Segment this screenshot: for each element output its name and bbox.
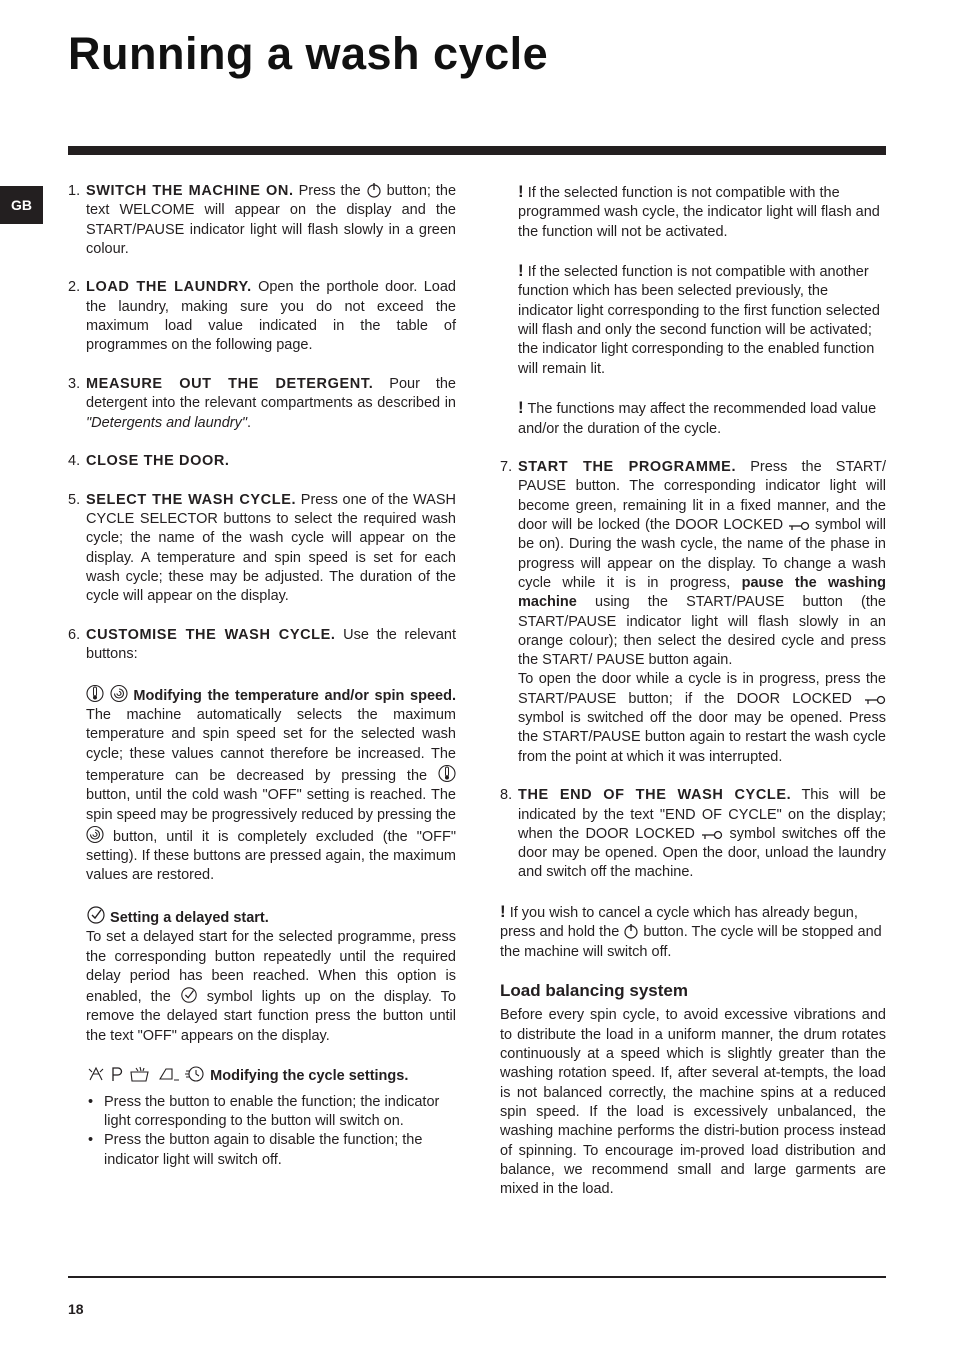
delay-timer-icon	[180, 986, 198, 1004]
page-number: 18	[68, 1301, 84, 1317]
note-text: If you wish to cancel a cycle which has already begun, press and hold the	[500, 904, 858, 941]
step-number: 3.	[68, 375, 81, 392]
cycle-settings-heading-row	[86, 1065, 456, 1086]
list-item-text: Press the button again to disable the function; the indicator light will switch off.	[104, 1132, 423, 1168]
list-item-text: Press the button to enable the function; the indicator light corresponding to the button will switch on.	[104, 1093, 440, 1129]
subsection-text: To set a delayed start for the selected programme, press the corresponding button repeatedly until the required delay period has been reached. When this option is enabled, the	[86, 929, 456, 1006]
step-heading: SWITCH THE MACHINE ON.	[86, 183, 294, 199]
prewash-p-icon	[110, 1065, 124, 1083]
step-text-bold: pause the washing machine	[518, 574, 887, 611]
step-number: 5.	[68, 491, 81, 508]
step-text: Press one of the WASH CYCLE SELECTOR buttons to select the required wash cycle; the name of the wash cycle will appear on the display. A temperature and spin speed is set for each wash cycle; these may be adjusted. The duration of the cycle will appear on the display.	[86, 491, 456, 605]
step-2	[68, 278, 456, 355]
spin-icon	[110, 684, 128, 703]
delayed-start-section	[86, 905, 456, 1046]
key-icon	[864, 694, 886, 706]
note-3	[518, 398, 886, 439]
step-text: This will be indicated by the text "END OF CYCLE" on the display; when the DOOR LOCKED	[518, 787, 886, 842]
cycle-settings-list	[86, 1093, 456, 1170]
step-6	[68, 626, 456, 665]
step-text: To open the door while a cycle is in progress, press the START/PAUSE button; if the DOOR LOCKED	[518, 671, 886, 707]
right-column	[500, 182, 886, 1199]
temperature-spin-section	[86, 684, 456, 886]
note-1	[518, 182, 886, 242]
list-item	[86, 1093, 456, 1132]
language-tab: GB	[0, 186, 43, 224]
step-heading: LOAD THE LAUNDRY.	[86, 279, 252, 296]
step-text: button; the text WELCOME will appear on the display and the START/PAUSE indicator light will flash slowly in a green colour.	[86, 183, 457, 257]
step-text: Use the relevant buttons:	[86, 626, 456, 663]
warning-icon: !	[518, 398, 524, 418]
stain-icon	[86, 1065, 106, 1083]
step-1	[68, 182, 456, 259]
step-text: Open the porthole door. Load the laundry, making sure you do not exceed the maximum load value indicated in the table of programmes on the following page.	[86, 279, 456, 354]
subsection-heading: Setting a delayed start.	[110, 909, 269, 926]
note-text: The functions may affect the recommended load value and/or the duration of the cycle.	[518, 401, 877, 437]
step-text: symbol is switched off the door may be opened. Press the START/PAUSE button again to restart the wash cycle from the point at which it was interrupted.	[518, 710, 886, 765]
key-icon	[788, 520, 810, 532]
note-4	[500, 902, 886, 962]
thermometer-icon	[86, 684, 104, 703]
note-text: button. The cycle will be stopped and the machine will switch off.	[500, 924, 882, 960]
top-divider	[68, 146, 886, 155]
subsection-heading: Modifying the cycle settings.	[210, 1068, 409, 1085]
step-text-italic: "Detergents and laundry"	[86, 414, 248, 431]
step-3	[68, 375, 456, 433]
easy-iron-icon	[128, 1065, 152, 1083]
load-balancing-title: Load balancing system	[500, 981, 688, 1001]
step-heading: START THE PROGRAMME.	[518, 459, 737, 476]
step-7	[500, 458, 886, 767]
thermometer-icon	[438, 764, 456, 783]
warning-icon: !	[518, 182, 524, 201]
subsection-text: button, until the cold wash "OFF" setting is reached. The spin speed may be progressively reduced by pressing the	[86, 787, 456, 823]
power-icon	[623, 923, 639, 939]
step-4	[68, 452, 456, 471]
bullet-icon: •	[88, 1093, 94, 1110]
bottom-divider	[68, 1276, 886, 1278]
step-8	[500, 786, 886, 882]
step-heading: SELECT THE WASH CYCLE.	[86, 491, 297, 508]
step-heading: CLOSE THE DOOR.	[86, 453, 230, 470]
step-heading: THE END OF THE WASH CYCLE.	[518, 787, 792, 804]
subsection-text: button, until it is completely excluded (the "OFF" setting). If these buttons are pressed again, the maximum values are restored.	[86, 828, 456, 884]
warning-icon: !	[500, 901, 506, 921]
step-number: 2.	[68, 279, 81, 296]
step-text: Pour the detergent into the relevant compartments as described in	[86, 375, 456, 412]
power-icon	[366, 182, 382, 198]
subsection-text: symbol lights up on the display. To remove the delayed start function press the button until the text "OFF" appears on the display.	[86, 989, 456, 1044]
step-number: 6.	[68, 626, 81, 643]
warning-icon: !	[518, 261, 524, 281]
time-icon	[184, 1065, 206, 1083]
subsection-text: The machine automatically selects the maximum temperature and spin speed set for the selected wash cycle; these values cannot therefore be increased. The temperature can be decreased by pressing the	[86, 707, 456, 784]
step-text: .	[247, 414, 252, 431]
step-text: symbol will be on). During the wash cycle, the name of the phase in progress will appear on the display. To change a wash cycle while it is in progress,	[518, 517, 887, 591]
load-balancing-text: Before every spin cycle, to avoid excessive vibrations and to distribute the load in a uniform manner, the drum rotates continuously at a speed which is slightly greater than the washing rotation speed. If, after several at-tempts, the load is not balanced correctly, the machine spins at a reduced spin speed. If the load is excessively unbalanced, the washing machine performs the distri-bution process instead of spinning. To encourage im-proved load distribution and balance, we recommend small and large garments are mixed in the load.	[500, 1007, 886, 1198]
spin-icon	[86, 825, 104, 844]
step-text: Press the START/ PAUSE button. The corresponding indicator light will become green, remaining lit in a fixed manner, and the door will be locked (the DOOR LOCKED	[518, 459, 887, 534]
delay-timer-icon	[86, 905, 106, 925]
step-heading: MEASURE OUT THE DETERGENT.	[86, 375, 374, 392]
note-2	[518, 261, 886, 379]
bullet-icon: •	[88, 1132, 94, 1149]
step-heading: CUSTOMISE THE WASH CYCLE.	[86, 626, 336, 643]
subsection-heading: Modifying the temperature and/or spin speed.	[133, 687, 456, 704]
key-icon	[701, 829, 723, 841]
step-5	[68, 491, 456, 607]
step-text: using the START/PAUSE button (the START/PAUSE indicator light will flash slowly in an orange colour); then select the desired cycle and press the START/ PAUSE button again.	[518, 594, 886, 669]
list-item	[86, 1131, 456, 1170]
step-number: 4.	[68, 453, 81, 470]
step-number: 7.	[500, 459, 513, 476]
extra-rinse-icon	[156, 1065, 180, 1083]
left-column	[68, 182, 456, 1170]
step-number: 8.	[500, 787, 513, 804]
step-text: symbol switches off the door may be opened. Open the door, unload the laundry and switch off the machine.	[518, 825, 886, 881]
page-title: Running a wash cycle	[68, 28, 549, 79]
step-number: 1.	[68, 183, 81, 199]
note-text: If the selected function is not compatible with the programmed wash cycle, the indicator light will flash and the function will not be activated.	[518, 185, 880, 240]
note-text: If the selected function is not compatible with another function which has been selected previously, the indicator light corresponding to the first function selected will flash and only the second function will be activated; the indicator light corresponding to the enabled function will remain lit.	[518, 264, 880, 377]
step-text: Press the	[298, 183, 361, 199]
